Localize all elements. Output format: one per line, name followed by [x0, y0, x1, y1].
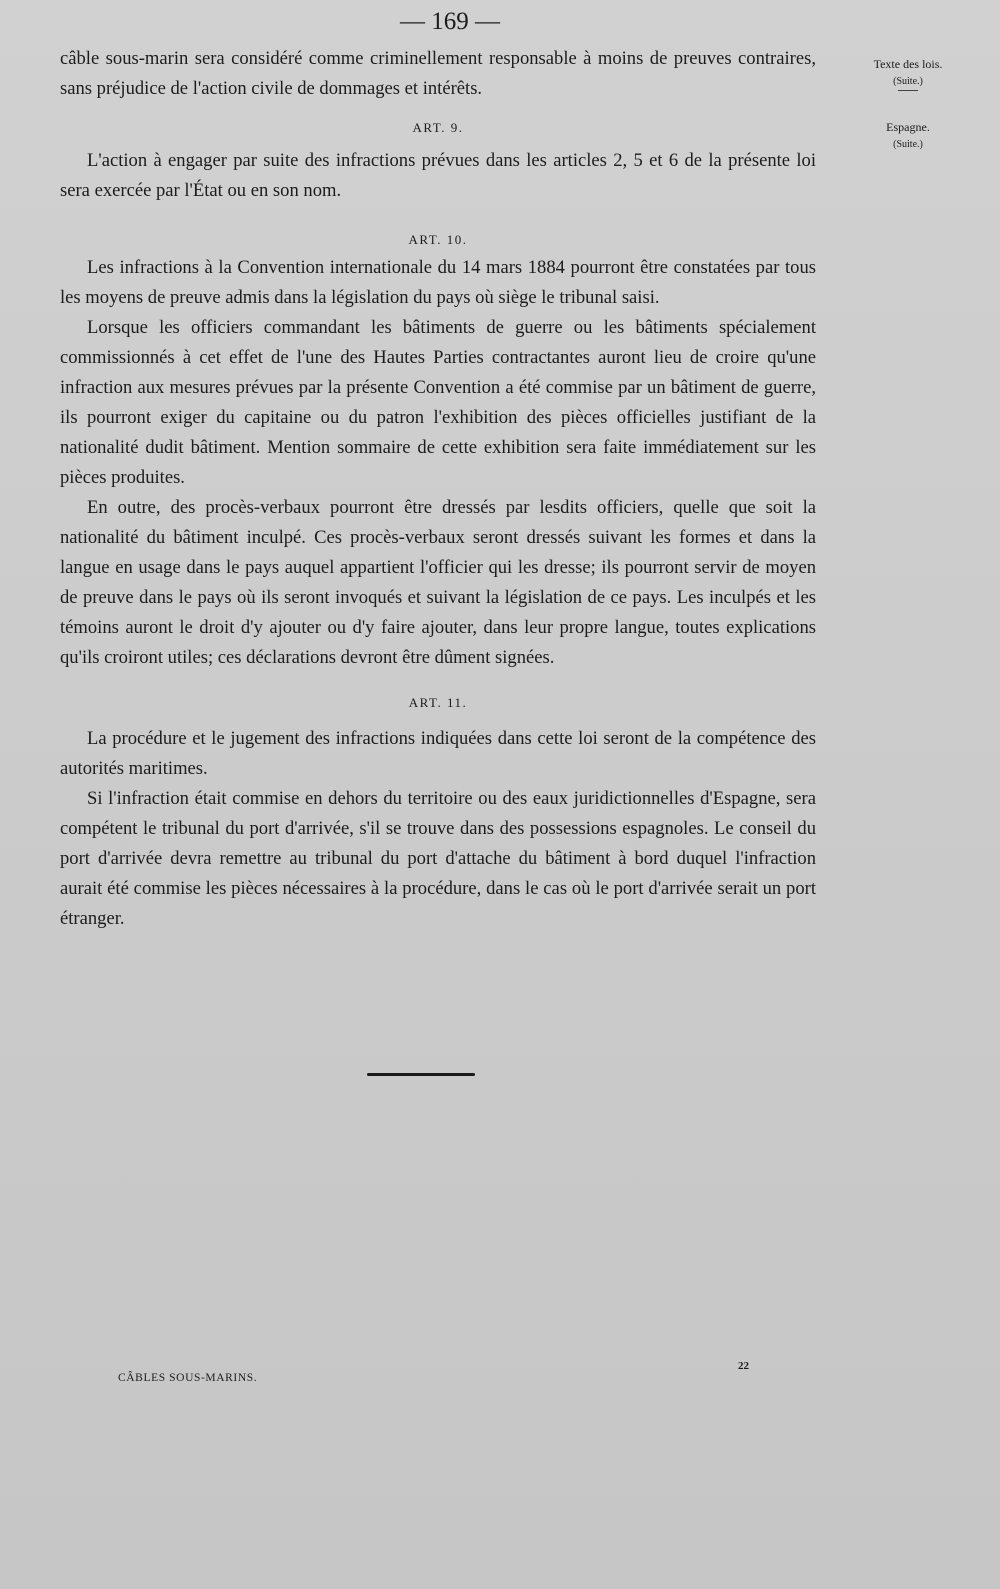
article-11-paragraph-1: La procédure et le jugement des infractions indiquées dans cette loi seront de la compétence des autorités maritimes.: [60, 728, 816, 779]
article-10-paragraph-2: Lorsque les officiers commandant les bâtiments de guerre ou les bâtiments spécialement commissionnés à cet effet de l'une des Hautes Parties contractantes auront lieu de croire qu'une infraction aux mesures prévues par la présente Convention a été commise par un bâtiment de guerre, ils pourront exiger du capitaine ou du patron l'exhibition des pièces officielles justifiant de la nationalité dudit bâtiment. Mention sommaire de cette exhibition sera faite immédiatement sur les pièces produites.: [60, 317, 816, 488]
footer-signature-number: 22: [738, 1360, 749, 1372]
article-9-heading: ART. 9.: [412, 120, 464, 135]
article-11-paragraph-2: Si l'infraction était commise en dehors du territoire ou des eaux juridictionnelles d'Espagne, sera compétent le tribunal du port d'arrivée, s'il se trouve dans des possessions espagnoles. Le conseil du port d'arrivée devra remettre au tribunal du port d'attache du bâtiment à bord duquel l'infraction aurait été commise les pièces nécessaires à la procédure, dans le cas où le port d'arrivée serait un port étranger.: [60, 788, 816, 929]
page-number: — 169 —: [400, 8, 500, 35]
article-10-paragraph-3: En outre, des procès-verbaux pourront être dressés par lesdits officiers, quelle que soit la nationalité du bâtiment inculpé. Ces procès-verbaux seront dressés suivant les formes et dans la langue en usage dans le pays auquel appartient l'officier qui les dresse; ils pourront servir de moyen de preuve dans le pays où ils seront invoqués et suivant la législation de ce pays. Les inculpés et les témoins auront le droit d'y ajouter ou d'y faire ajouter, dans leur propre langue, toutes explications qu'ils croiront utiles; ces déclarations devront être dûment signées.: [60, 497, 816, 668]
margin-note-country-suite: (Suite.): [893, 139, 923, 150]
footer-title: CÂBLES SOUS-MARINS.: [118, 1372, 258, 1384]
margin-note-espagne: [838, 119, 978, 153]
margin-note-suite: (Suite.): [893, 76, 923, 87]
section-end-rule: [367, 1073, 475, 1076]
main-text: [60, 44, 816, 934]
margin-note-texte-des-lois: [838, 56, 978, 91]
margin-note-country: Espagne.: [886, 120, 930, 134]
margin-note-title: Texte des lois.: [873, 57, 943, 71]
article-11-heading: ART. 11.: [408, 695, 468, 710]
paragraph-intro: câble sous-marin sera considéré comme criminellement responsable à moins de preuves contraires, sans préjudice de l'action civile de dommages et intérêts.: [60, 48, 816, 99]
article-10-paragraph-1: Les infractions à la Convention internationale du 14 mars 1884 pourront être constatées par tous les moyens de preuve admis dans la législation du pays où siège le tribunal saisi.: [60, 257, 816, 308]
article-10-heading: ART. 10.: [408, 232, 468, 247]
margin-note-rule: [898, 90, 918, 91]
article-9-paragraph: L'action à engager par suite des infractions prévues dans les articles 2, 5 et 6 de la présente loi sera exercée par l'État ou en son nom.: [60, 150, 816, 201]
